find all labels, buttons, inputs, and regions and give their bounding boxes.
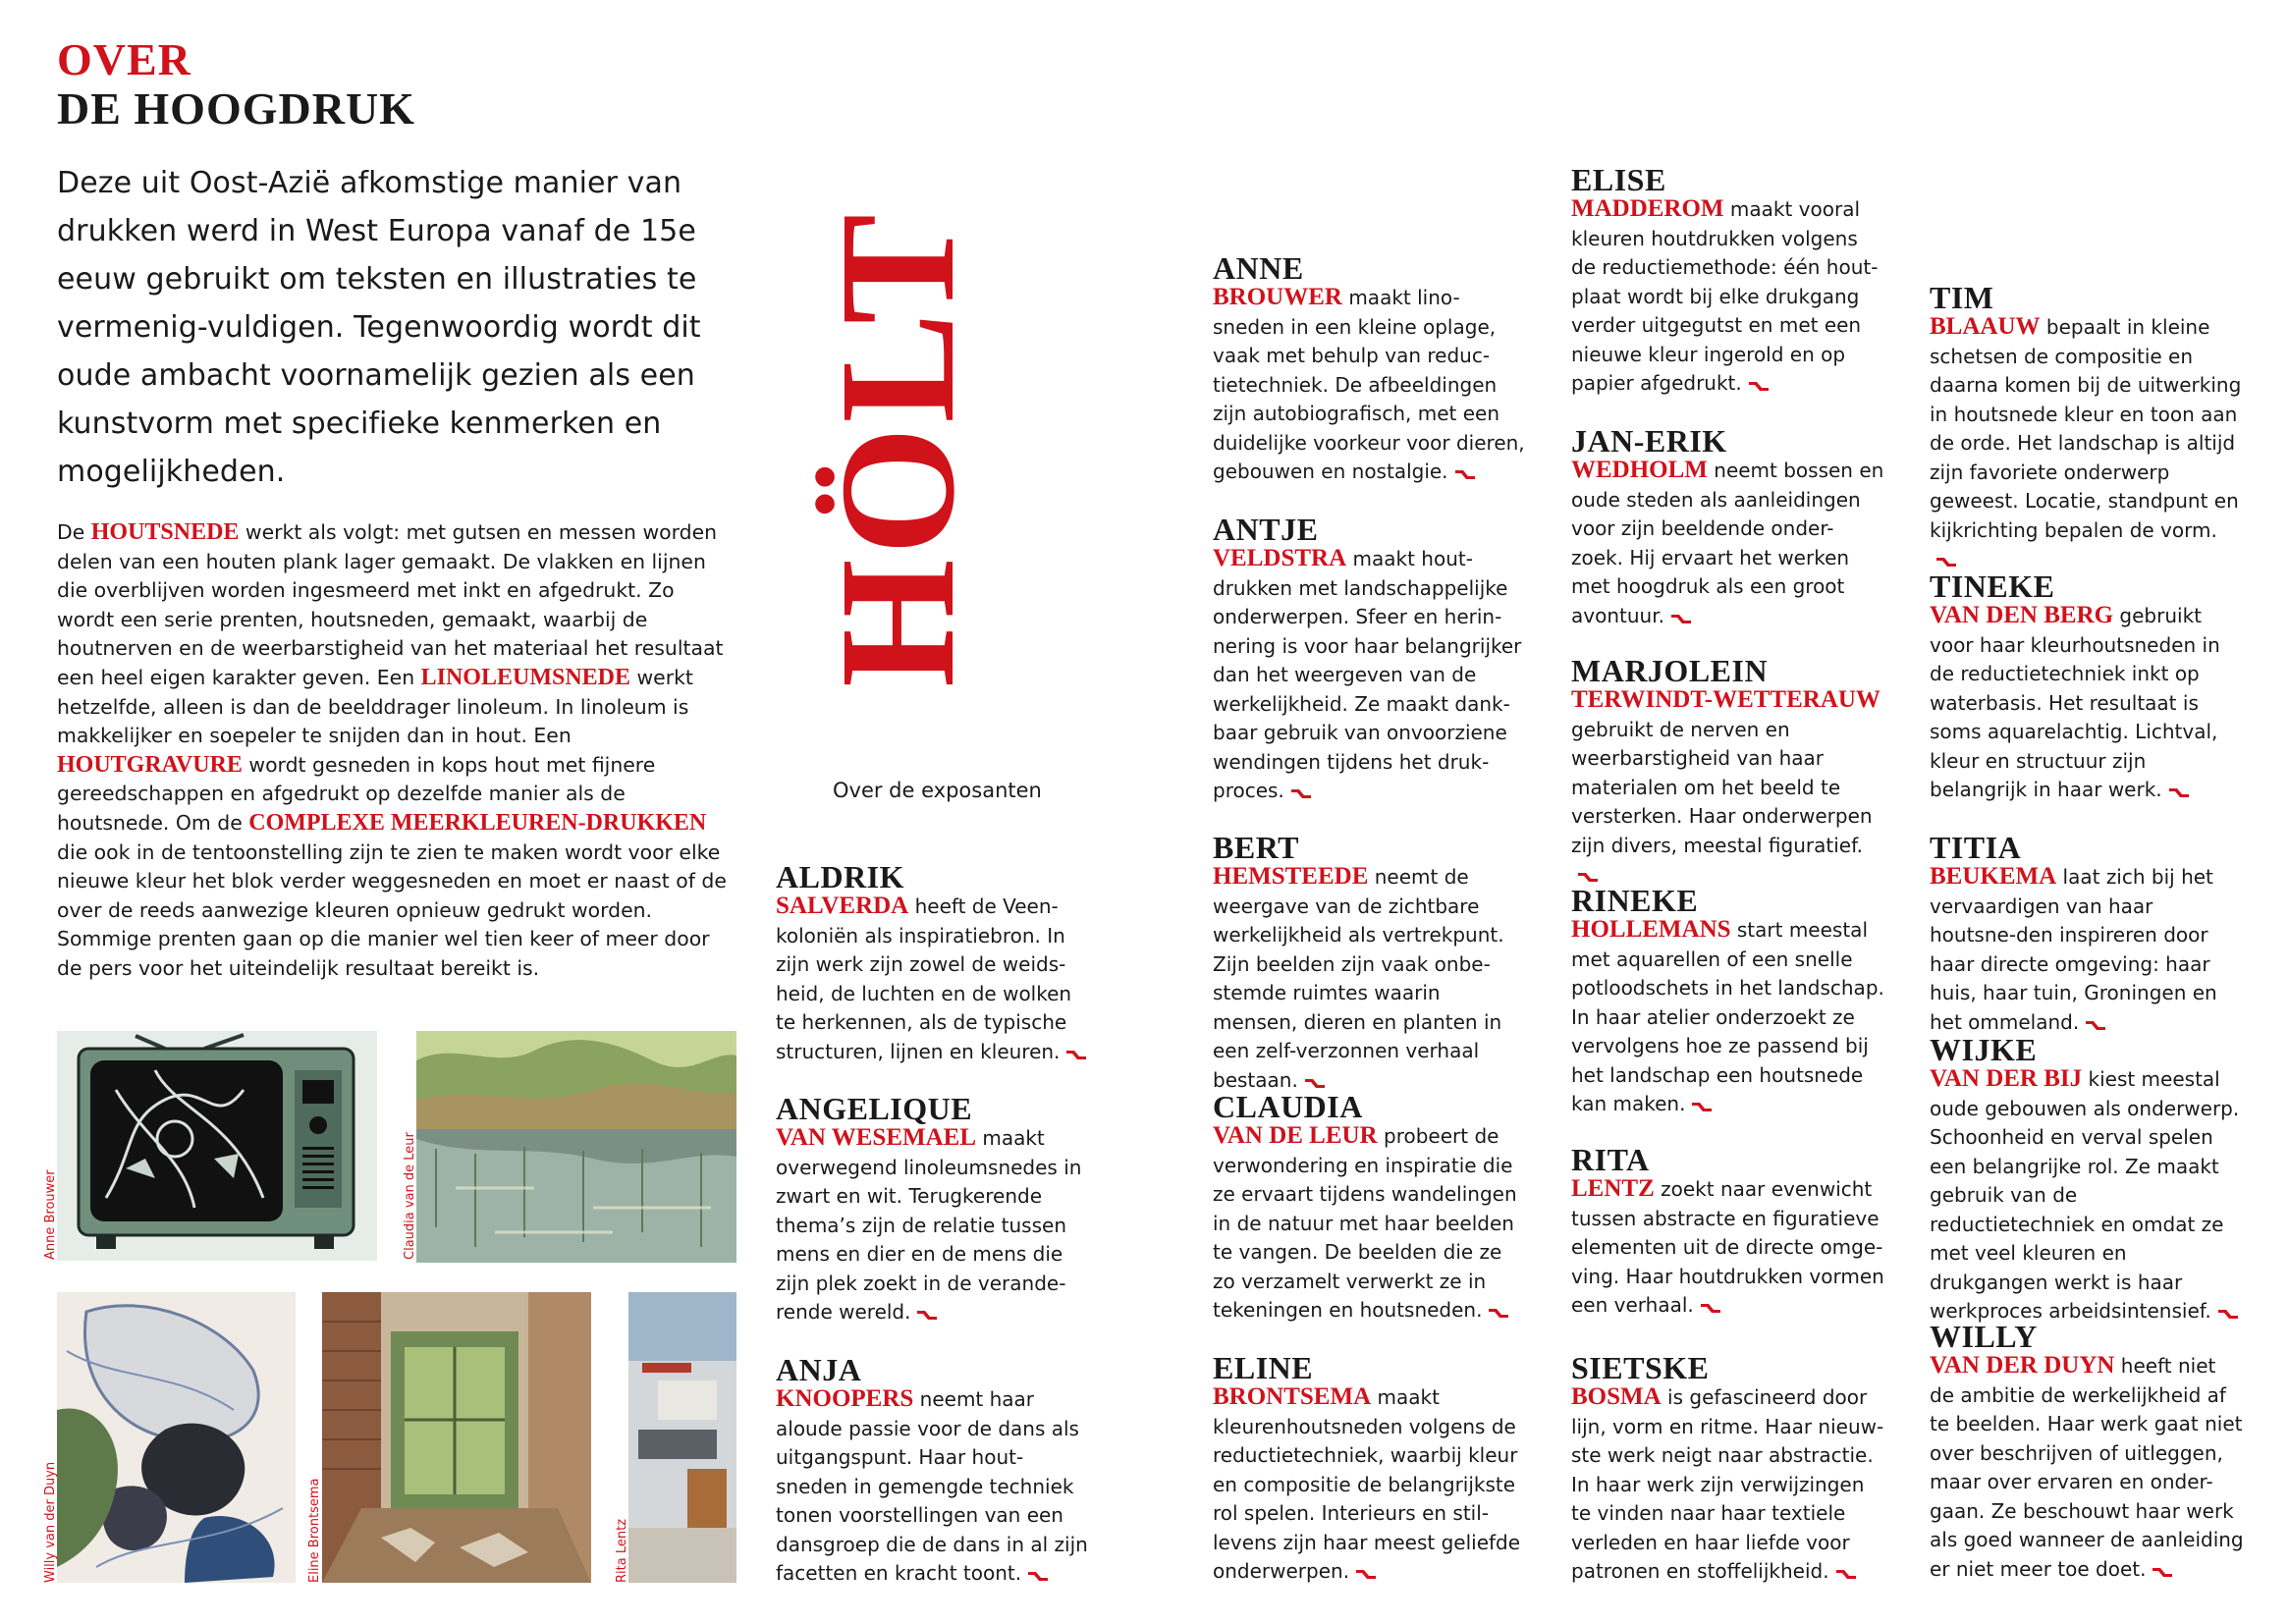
exhibitor-text: maakt kleurenhoutsneden volgens de reductietechniek, waarbij kleur en compositie de belangrijkste rol spelen. Interieurs en stil-levens zijn haar meest geliefde onderwerpen. — [1213, 1385, 1521, 1583]
landscape-artwork-image — [416, 1031, 736, 1263]
exhibitor-first-name: TIM — [1930, 280, 1994, 315]
exhibitor-text: maakt hout-drukken met landschappelijke onderwerpen. Sfeer en herin-nering is voor haar belangrijker dan het weergeven van de werkelijkheid. Ze maakt dank-baar gebruik van onvoorziene wendingen tijdens het druk-proces. — [1213, 547, 1522, 802]
exhibitor-entry — [1213, 1350, 1527, 1587]
exhibitor-entry — [1930, 1032, 2244, 1326]
exhibitor-text: heeft de Veen-koloniën als inspiratiebron. In zijn werk zijn zowel de weids-heid, de luchten en de wolken te herkennen, als de typische structuren, lijnen en kleuren. — [776, 894, 1072, 1063]
end-mark-icon — [916, 1309, 938, 1321]
exhibitor-text: neemt bossen en oude steden als aanleidingen voor zijn beeldende onder-zoek. Hij ervaart het werken met hoogdruk als een groot avontuur. — [1571, 459, 1884, 627]
end-mark-icon — [2168, 786, 2190, 798]
holt-logo-text: HÖLT — [806, 209, 989, 687]
exhibitor-entry — [1930, 1319, 2244, 1584]
exhibitor-entry — [1930, 568, 2244, 805]
end-mark-icon — [1577, 871, 1599, 883]
end-mark-icon — [1700, 1302, 1721, 1314]
exhibitor-text: maakt vooral kleuren houtdrukken volgens de reductiemethode: één hout-plaat wordt bij elke drukgang verder uitgegutst en met een nieuwe kleur ingerold en op papier afgedrukt. — [1571, 197, 1879, 395]
exhibitor-entry — [1571, 653, 1885, 890]
exhibitor-description — [1213, 283, 1527, 487]
interior-artwork-image — [322, 1292, 591, 1583]
exhibitor-entry — [1571, 1350, 1885, 1587]
exhibitor-first-name: ANGELIQUE — [776, 1091, 973, 1126]
body-text: wordt gesneden in kops hout met fijnere gereedschappen en afgedrukt op dezelfde manier als de houtsnede. Om de — [57, 752, 656, 835]
exhibitor-first-name: WIJKE — [1930, 1032, 2038, 1067]
exhibitor-first-name: ANNE — [1213, 250, 1304, 286]
exhibitor-last-name: BLAAUW — [1930, 313, 2041, 340]
body-text: De — [57, 520, 91, 544]
exhibitor-last-name: VELDSTRA — [1213, 545, 1347, 571]
exhibitor-entry — [776, 859, 1090, 1066]
exhibitor-entry — [776, 1091, 1090, 1327]
exhibitor-description — [1930, 312, 2244, 574]
exhibitor-description — [1571, 1174, 1885, 1321]
abstract-artwork-image — [57, 1292, 296, 1583]
exhibitor-description — [1571, 194, 1885, 399]
exhibitor-entry — [776, 1352, 1090, 1589]
end-mark-icon — [1935, 556, 1957, 568]
exhibitor-last-name: TERWINDT-WETTERAUW — [1571, 686, 1880, 713]
exhibitor-first-name: ELINE — [1213, 1350, 1314, 1385]
keyword-linoleumsnede: LINOLEUMSNEDE — [420, 664, 630, 690]
exhibitor-first-name: JAN-ERIK — [1571, 423, 1727, 459]
end-mark-icon — [1488, 1307, 1509, 1319]
exhibitor-entry — [1213, 1089, 1527, 1326]
exhibitor-description — [776, 1123, 1090, 1327]
end-mark-icon — [2217, 1308, 2239, 1320]
exhibitor-description — [1213, 1121, 1527, 1326]
end-mark-icon — [1454, 468, 1476, 480]
end-mark-icon — [1065, 1049, 1087, 1060]
exhibitor-entry — [1571, 162, 1885, 399]
lead-paragraph: Deze uit Oost-Azië afkomstige manier van drukken werd in West Europa vanaf de 15e eeuw gebruikt om teksten en illustraties te vermenig-vuldigen. Tegenwoordig wordt dit oude ambacht voornamelijk gezien als een kunstvorm met specifieke kenmerken en mogelijkheden. — [57, 166, 701, 489]
exhibitor-text: zoekt naar evenwicht tussen abstracte en figuratieve elementen uit de directe omge-ving. Haar houtdrukken vormen een verhaal. — [1571, 1177, 1884, 1317]
exhibitor-last-name: BRONTSEMA — [1213, 1383, 1372, 1410]
exhibitor-first-name: ANJA — [776, 1352, 862, 1387]
exhibitor-description — [776, 892, 1090, 1066]
exhibitor-last-name: VAN DER DUYN — [1930, 1352, 2115, 1379]
exhibitor-last-name: VAN DER BIJ — [1930, 1065, 2083, 1092]
exhibitor-last-name: KNOOPERS — [776, 1385, 914, 1412]
exhibitor-description — [1930, 1351, 2244, 1584]
exhibitor-text: gebruikt de nerven en weerbarstigheid van haar materialen om het beeld te versterken. Haar onderwerpen zijn divers, meestal figuratief. — [1571, 717, 1873, 857]
exhibitor-entry — [1930, 830, 2244, 1037]
exhibitor-first-name: TITIA — [1930, 830, 2022, 865]
exhibitor-first-name: WILLY — [1930, 1319, 2038, 1354]
body-text: werkt als volgt: met gutsen en messen worden delen van een houten plank lager gemaakt. De vlakken en lijnen die overblijven worden ingesmeerd met inkt en afgedrukt. Zo wordt een serie prenten, houtsneden, gemaakt, waarbij de houtnerven en de weerbarstigheid van het materiaal het resultaat een heel eigen karakter geven. Een — [57, 520, 724, 689]
exhibitor-last-name: BROUWER — [1213, 284, 1342, 310]
exhibitor-text: gebruikt voor haar kleurhoutsneden in de reductietechniek inkt op waterbasis. Het resultaat is soms aquarelachtig. Lichtval, kleur en structuur zijn belangrijk in haar werk. — [1930, 604, 2220, 801]
exhibitor-text: neemt de weergave van de zichtbare werkelijkheid als vertrekpunt. Zijn beelden zijn vaak onbe-stemde ruimtes waarin mensen, dieren en planten in een zelf-verzonnen verhaal bestaan. — [1213, 865, 1504, 1092]
exhibitor-first-name: SIETSKE — [1571, 1350, 1710, 1385]
body-text: die ook in de tentoonstelling zijn te zien te maken wordt voor elke nieuwe kleur het blok verder weggesneden en moet er naast of de over de reeds aanwezige kleuren opnieuw gedrukt worden. Sommige prenten gaan op die manier wel tien keer of meer door de pers voor het uiteindelijk resultaat bereikt is. — [57, 839, 727, 980]
artwork-eline-brontsema — [322, 1292, 591, 1583]
exhibitor-last-name: BOSMA — [1571, 1383, 1662, 1410]
artwork-willy-van-der-duyn — [57, 1292, 296, 1583]
exhibitor-description — [1930, 601, 2244, 805]
exhibitor-description — [1571, 456, 1885, 630]
exhibitor-description — [1213, 862, 1527, 1095]
exhibitor-text: laat zich bij het vervaardigen van haar houtsne-den inspireren door haar directe omgeving: haar huis, haar tuin, Groningen en het ommeland. — [1930, 865, 2217, 1034]
title-over: OVER — [57, 34, 191, 84]
exhibitor-last-name: VAN DE LEUR — [1213, 1122, 1378, 1149]
end-mark-icon — [2152, 1566, 2173, 1578]
credit-claudia-van-de-leur: Claudia van de Leur — [403, 1132, 417, 1260]
exhibitor-text: start meestal met aquarellen of een snelle potloodschets in het landschap. In haar atelier onderzoekt ze vervolgens hoe ze passend bij het landschap een houtsnede kan maken. — [1571, 918, 1884, 1115]
exhibitor-first-name: TINEKE — [1930, 568, 2055, 604]
exhibitor-text: bepaalt in kleine schetsen de compositie en daarna komen bij de uitwerking in houtsnede kleur en toon aan de orde. Het landschap is altijd zijn favoriete onderwerp geweest. Locatie, standpunt en kijkrichting bepalen de vorm. — [1930, 315, 2242, 542]
exhibitor-last-name: SALVERDA — [776, 893, 909, 919]
exhibitor-entry — [1571, 883, 1885, 1119]
exhibitor-last-name: MADDEROM — [1571, 195, 1724, 222]
artwork-rita-lentz — [628, 1292, 736, 1583]
end-mark-icon — [2085, 1019, 2106, 1031]
keyword-meerkleuren: COMPLEXE MEERKLEUREN-DRUKKEN — [248, 809, 707, 836]
exhibitor-description — [1213, 1382, 1527, 1587]
exhibitor-last-name: HOLLEMANS — [1571, 916, 1731, 943]
exhibitor-text: neemt haar aloude passie voor de dans als uitgangspunt. Haar hout-sneden in gemengde techniek tonen voorstellingen van een dansgroep die de dans in al zijn facetten en kracht toont. — [776, 1387, 1088, 1585]
end-mark-icon — [1691, 1101, 1713, 1112]
title-de-hoogdruk: DE HOOGDRUK — [57, 83, 415, 134]
artwork-claudia-van-de-leur — [416, 1031, 736, 1263]
exhibitor-text: is gefascineerd door lijn, vorm en ritme. Haar nieuw-ste werk neigt naar abstractie. In haar werk zijn verwijzingen te vinden naar haar textiele verleden en haar liefde voor patronen en stoffelijkheid. — [1571, 1385, 1884, 1583]
end-mark-icon — [1027, 1570, 1049, 1582]
exhibitor-text: kiest meestal oude gebouwen als onderwerp. Schoonheid en verval spelen een belangrijke rol. Ze maakt gebruik van de reductietechniek en omdat ze met veel kleuren en drukgangen werkt is haar werkproces arbeidsintensief. — [1930, 1067, 2240, 1323]
exhibitor-entry — [1213, 830, 1527, 1095]
end-mark-icon — [1304, 1077, 1326, 1089]
exhibitor-description — [1213, 544, 1527, 806]
exhibitor-last-name: WEDHOLM — [1571, 457, 1708, 483]
exhibitor-last-name: VAN DEN BERG — [1930, 602, 2114, 628]
end-mark-icon — [1748, 380, 1770, 392]
end-mark-icon — [1355, 1568, 1377, 1580]
exhibitor-first-name: ELISE — [1571, 162, 1666, 197]
exhibitor-last-name: HEMSTEEDE — [1213, 863, 1369, 890]
exhibitor-first-name: BERT — [1213, 830, 1300, 865]
exhibitor-entry — [1213, 514, 1527, 806]
page-title — [57, 35, 415, 134]
exhibitor-text: maakt overwegend linoleumsnedes in zwart en wit. Terugkerende thema’s zijn de relatie tussen mens en dier en de mens die zijn plek zoekt in de verande-rende wereld. — [776, 1126, 1082, 1324]
exhibitor-description — [1571, 915, 1885, 1119]
end-mark-icon — [1670, 613, 1692, 624]
exhibitor-text: maakt lino-sneden in een kleine oplage, vaak met behulp van reduc-tietechniek. De afbeeldingen zijn autobiografisch, met een duidelijke voorkeur voor dieren, gebouwen en nostalgie. — [1213, 286, 1525, 483]
keyword-houtgravure: HOUTGRAVURE — [57, 751, 243, 778]
exhibitor-last-name: BEUKEMA — [1930, 863, 2057, 890]
narrow-artwork-image — [628, 1292, 736, 1583]
holt-logo — [806, 98, 1041, 687]
body-text: werkt hetzelfde, alleen is dan de beelddrager linoleum. In linoleum is makkelijker en soepeler te snijden dan in hout. Een — [57, 665, 693, 748]
credit-eline-brontsema: Eline Brontsema — [307, 1478, 322, 1583]
exhibitor-description — [1571, 1382, 1885, 1587]
exhibitor-description — [1930, 1064, 2244, 1326]
exhibitor-first-name: RITA — [1571, 1142, 1650, 1177]
end-mark-icon — [1290, 787, 1312, 799]
exposanten-heading: Over de exposanten — [833, 779, 1042, 802]
exhibitor-first-name: CLAUDIA — [1213, 1089, 1363, 1124]
exhibitor-first-name: RINEKE — [1571, 883, 1699, 918]
exhibitor-entry — [1571, 423, 1885, 630]
tv-artwork-image — [57, 1031, 377, 1261]
credit-anne-brouwer: Anne Brouwer — [43, 1169, 58, 1260]
exhibitor-first-name: MARJOLEIN — [1571, 653, 1769, 688]
exhibitor-last-name: VAN WESEMAEL — [776, 1124, 976, 1151]
credit-rita-lentz: Rita Lentz — [615, 1518, 629, 1583]
keyword-houtsnede: HOUTSNEDE — [90, 519, 240, 545]
exhibitor-description — [1930, 862, 2244, 1037]
exhibitor-first-name: ANTJE — [1213, 512, 1319, 547]
exhibitor-entry — [1930, 280, 2244, 574]
exhibitor-entry — [1213, 250, 1527, 487]
exhibitor-text: probeert de verwondering en inspiratie die ze ervaart tijdens wandelingen in de natuur met haar beelden te vangen. De beelden die ze zo verzamelt verwerkt ze in tekeningen en houtsneden. — [1213, 1124, 1517, 1322]
body-paragraph — [57, 518, 735, 984]
exhibitor-text: heeft niet de ambitie de werkelijkheid af te beelden. Haar werk gaat niet over beschrijven of uitleggen, maar over ervaren en onder-gaan. Ze beschouwt haar werk als goed wanneer de aanleiding er niet meer toe doet. — [1930, 1354, 2244, 1581]
exhibitor-description — [776, 1384, 1090, 1589]
exhibitor-description — [1571, 685, 1885, 890]
credit-willy-van-der-duyn: Willy van der Duyn — [43, 1461, 58, 1583]
exhibitor-entry — [1571, 1142, 1885, 1321]
exhibitor-first-name: ALDRIK — [776, 859, 905, 894]
end-mark-icon — [1835, 1568, 1857, 1580]
exhibitor-last-name: LENTZ — [1571, 1175, 1655, 1202]
artwork-anne-brouwer — [57, 1031, 377, 1261]
